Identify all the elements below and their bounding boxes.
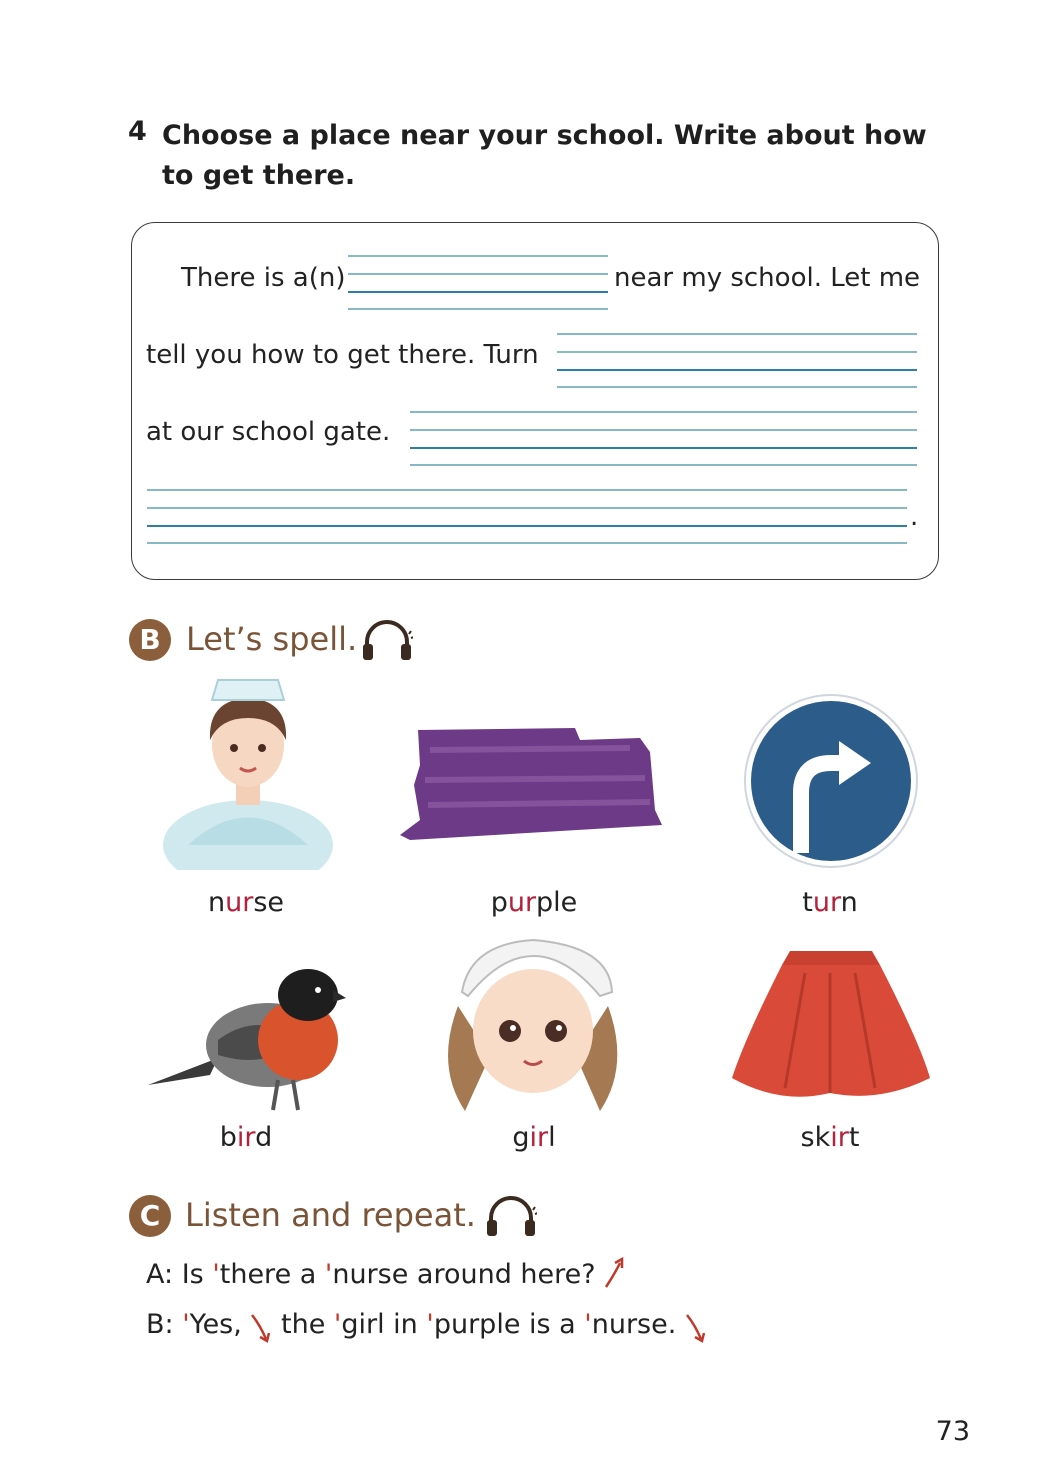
writing-line4-end: . xyxy=(910,502,919,532)
word-highlight: ir xyxy=(529,1122,549,1153)
rising-arrow-icon xyxy=(604,1257,626,1289)
word-highlight: ur xyxy=(507,887,537,918)
word-highlight: ur xyxy=(812,887,841,918)
word-highlight: ir xyxy=(830,1122,849,1153)
word-bird: bird xyxy=(219,1122,273,1153)
stress-mark: ' xyxy=(426,1309,434,1340)
stress-mark: ' xyxy=(333,1309,342,1340)
section-c-badge: C xyxy=(129,1195,171,1237)
writing-line3-start: at our school gate. xyxy=(146,417,391,447)
purple-paint-picture xyxy=(400,690,670,860)
falling-arrow-icon xyxy=(685,1311,707,1343)
word-highlight: ir xyxy=(236,1122,256,1153)
speaker-a: A: xyxy=(146,1259,174,1290)
word-purple: purple xyxy=(490,887,578,918)
speaker-b: B: xyxy=(146,1309,174,1340)
word-turn: turn xyxy=(802,887,858,918)
task-number: 4 xyxy=(128,116,147,147)
stress-mark: ' xyxy=(324,1259,333,1290)
task-instruction: Choose a place near your school. Write about how to get there. xyxy=(162,120,927,191)
page-number: 73 xyxy=(935,1416,970,1447)
headphones-icon[interactable] xyxy=(485,1196,537,1238)
turn-sign-picture xyxy=(743,693,919,869)
bird-picture xyxy=(148,960,348,1120)
writing-line1-start: There is a(n) xyxy=(181,263,346,293)
stress-mark: ' xyxy=(212,1259,220,1290)
writing-line2-start: tell you how to get there. Turn xyxy=(146,340,539,370)
nurse-picture xyxy=(148,670,348,870)
section-c-title: Listen and repeat. xyxy=(185,1196,476,1234)
stress-mark: ' xyxy=(182,1309,190,1340)
stress-mark: ' xyxy=(584,1309,592,1340)
dialogue-line-a: A: Is 'there a 'nurse around here? xyxy=(146,1257,626,1290)
girl-picture xyxy=(440,936,626,1116)
section-b-badge: B xyxy=(129,619,171,661)
dialogue-line-b: B: 'Yes, the 'girl in 'purple is a 'nurse. xyxy=(146,1309,707,1343)
word-skirt: skirt xyxy=(800,1122,860,1153)
section-b-title: Let’s spell. xyxy=(186,620,358,658)
headphones-icon[interactable] xyxy=(361,620,413,662)
writing-line1-end: near my school. Let me xyxy=(614,263,921,293)
skirt-picture xyxy=(730,943,932,1113)
falling-arrow-icon xyxy=(250,1311,272,1343)
word-highlight: ur xyxy=(225,887,254,918)
word-nurse: nurse xyxy=(207,887,285,918)
word-girl: girl xyxy=(512,1122,556,1153)
